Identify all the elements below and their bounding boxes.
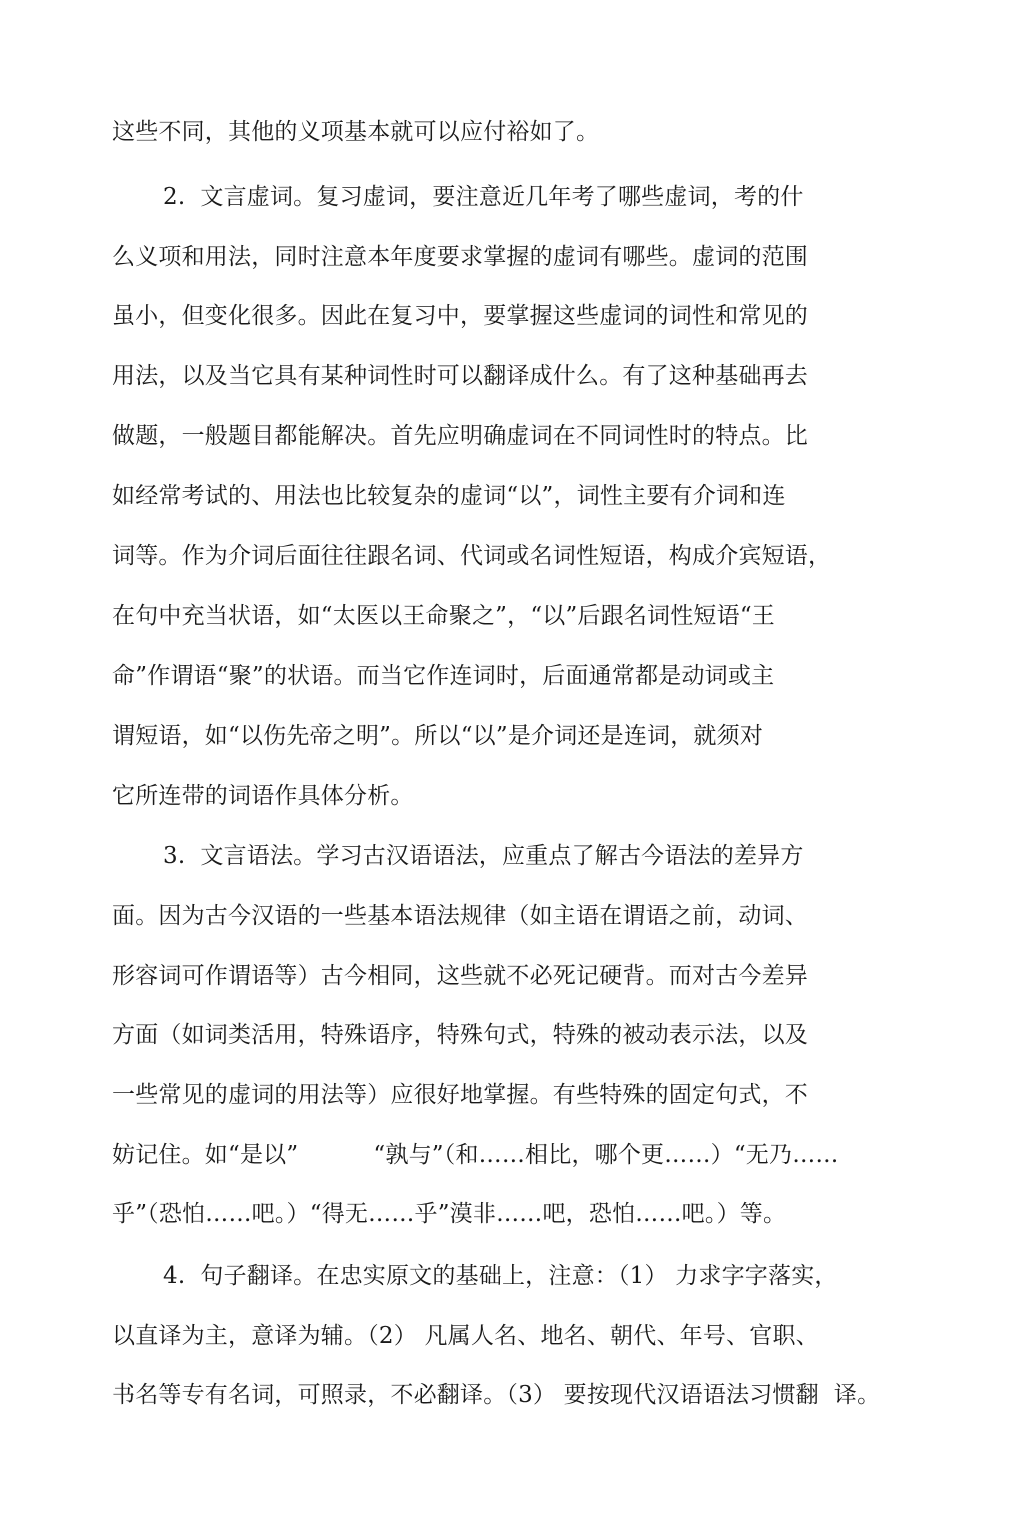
text-line: 谓短语，如“以伤先帝之明”。所以“以”是介词还是连词，就须对 — [112, 723, 764, 749]
text-line: 做题，一般题目都能解决。首先应明确虚词在不同词性时的特点。比 — [112, 423, 808, 449]
text-line: 一些常见的虚词的用法等）应很好地掌握。有些特殊的固定句式，不 — [112, 1082, 808, 1108]
text-line: 它所连带的词语作具体分析。 — [112, 783, 414, 809]
text-line: 这些不同，其他的义项基本就可以应付裕如了。 — [112, 119, 600, 145]
text-line: 以直译为主，意译为辅。（2） 凡属人名、地名、朝代、年号、官职、 — [112, 1323, 819, 1349]
text-line: 书名等专有名词，可照录，不必翻译。（3） 要按现代汉语语法习惯翻 译。 — [112, 1382, 881, 1408]
text-line: 2. 文言虚词。复习虚词，要注意近几年考了哪些虚词，考的什 — [163, 184, 804, 210]
text-line: 3. 文言语法。学习古汉语语法，应重点了解古今语法的差异方 — [163, 843, 804, 869]
text-line: 妨记住。如“是以” “孰与”（和……相比，哪个更……）“无乃…… — [112, 1142, 839, 1168]
text-line: 在句中充当状语，如“太医以王命聚之”，“以”后跟名词性短语“王 — [112, 603, 775, 629]
text-line: 形容词可作谓语等）古今相同，这些就不必死记硬背。而对古今差异 — [112, 963, 808, 989]
text-line: 么义项和用法，同时注意本年度要求掌握的虚词有哪些。虚词的范围 — [112, 244, 808, 270]
text-line: 用法，以及当它具有某种词性时可以翻译成什么。有了这种基础再去 — [112, 363, 808, 389]
text-line: 4. 句子翻译。在忠实原文的基础上，注意：（1） 力求字字落实， — [163, 1263, 838, 1289]
text-line: 命”作谓语“聚”的状语。而当它作连词时，后面通常都是动词或主 — [112, 663, 775, 689]
text-line: 方面（如词类活用，特殊语序，特殊句式，特殊的被动表示法，以及 — [112, 1022, 808, 1048]
text-line: 面。因为古今汉语的一些基本语法规律（如主语在谓语之前，动词、 — [112, 903, 808, 929]
text-line: 如经常考试的、用法也比较复杂的虚词“以”，词性主要有介词和连 — [112, 483, 786, 509]
text-line: 虽小，但变化很多。因此在复习中，要掌握这些虚词的词性和常见的 — [112, 303, 808, 329]
text-line: 乎”（恐怕……吧。）“得无……乎”漠非……吧，恐怕……吧。）等。 — [112, 1201, 787, 1227]
text-line: 词等。作为介词后面往往跟名词、代词或名词性短语，构成介宾短语， — [112, 543, 832, 569]
